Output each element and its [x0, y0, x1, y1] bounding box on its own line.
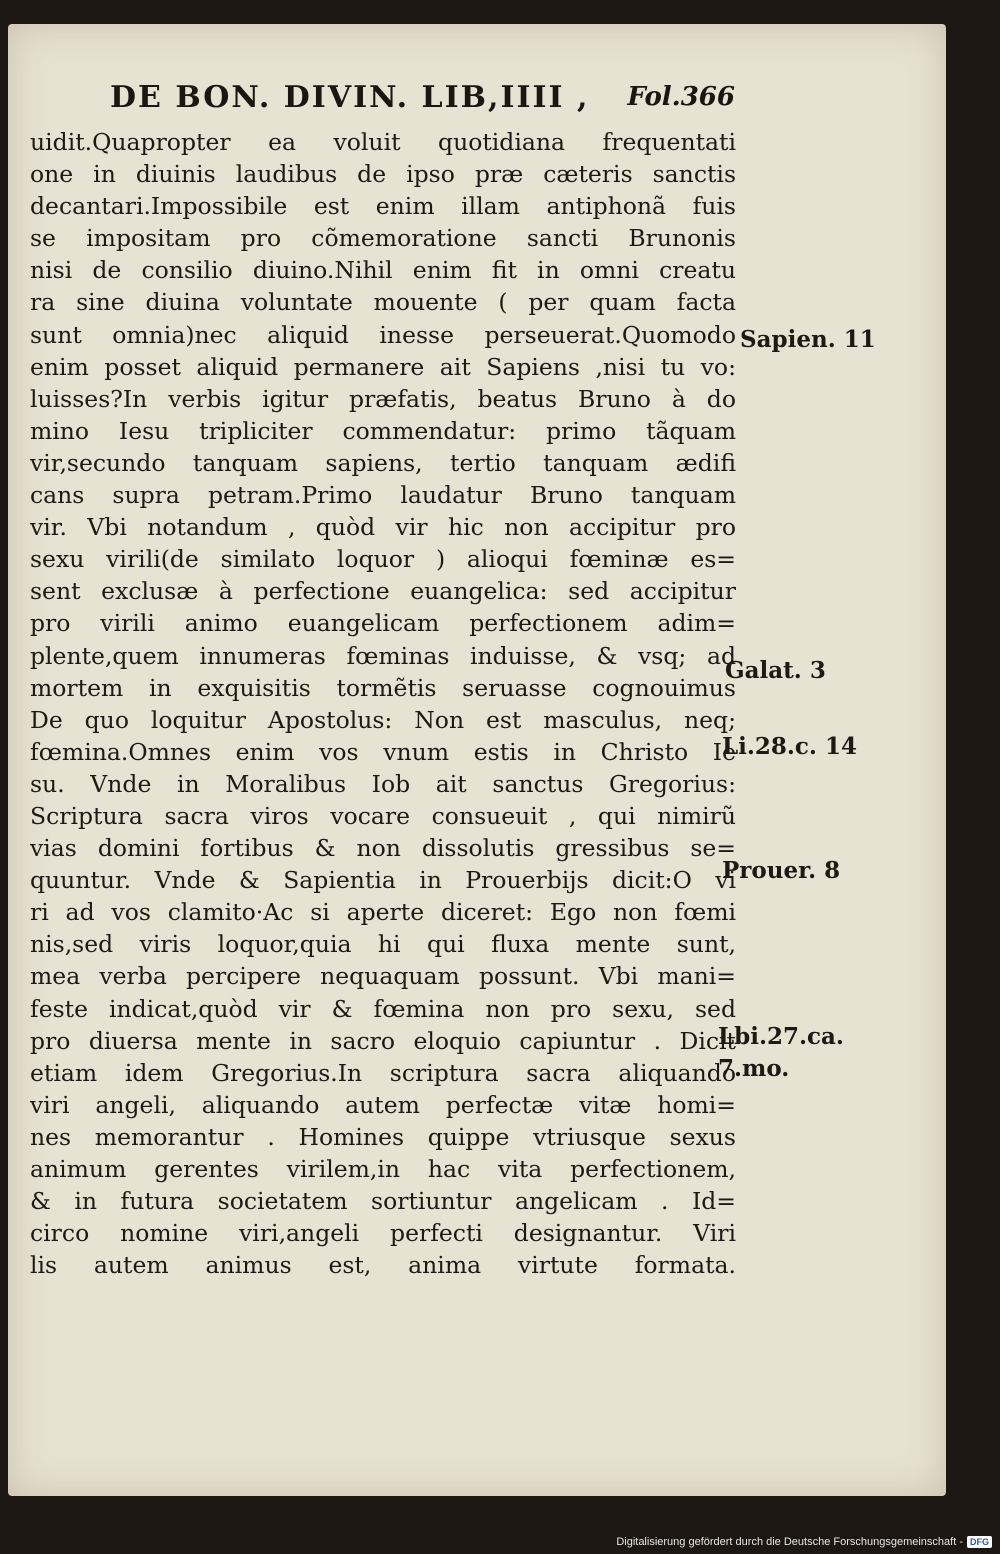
- text-line: vir,secundo tanquam sapiens, tertio tanquam ædifi: [30, 448, 736, 477]
- margin-note-galat: Galat. 3: [725, 657, 826, 684]
- margin-note-li28: Li.28.c. 14: [722, 733, 857, 760]
- credit-text: Digitalisierung gefördert durch die Deutsche Forschungsgemeinschaft -: [616, 1536, 963, 1548]
- margin-note-sapien: Sapien. 11: [740, 326, 876, 353]
- running-header: [110, 75, 735, 119]
- text-line: luisses?In verbis igitur præfatis, beatus Bruno à do: [30, 384, 736, 413]
- text-line: Scriptura sacra viros vocare consueuit , qui nimirũ: [30, 801, 736, 830]
- body-text: [30, 126, 736, 1281]
- text-line: etiam idem Gregorius.In scriptura sacra aliquando: [30, 1058, 736, 1087]
- text-line: ri ad vos clamito·Ac si aperte diceret: Ego non fœmi: [30, 898, 736, 927]
- text-line: sunt omnia)nec aliquid inesse perseuerat.Quomodo: [30, 320, 736, 349]
- margin-note-prouer: Prouer. 8: [722, 857, 841, 884]
- text-line: vias domini fortibus & non dissolutis gressibus se=: [30, 834, 736, 863]
- digitization-credit: [616, 1536, 992, 1548]
- text-line: mea verba percipere nequaquam possunt. Vbi mani=: [30, 962, 736, 991]
- text-line: sent exclusæ à perfectione euangelica: sed accipitur: [30, 577, 736, 606]
- text-line: vir. Vbi notandum , quòd vir hic non accipitur pro: [30, 513, 736, 542]
- text-line: De quo loquitur Apostolus: Non est masculus, neq;: [30, 705, 736, 734]
- text-line: pro virili animo euangelicam perfectionem adim=: [30, 609, 736, 638]
- text-line: plente,quem innumeras fœminas induisse, & vsq; ad: [30, 641, 736, 670]
- text-line: enim posset aliquid permanere ait Sapiens ,nisi tu vo:: [30, 352, 736, 381]
- dfg-logo-icon: DFG: [967, 1536, 992, 1548]
- text-line: mortem in exquisitis tormẽtis seruasse cognouimus: [30, 673, 736, 702]
- text-line: su. Vnde in Moralibus Iob ait sanctus Gregorius:: [30, 769, 736, 798]
- text-line: cans supra petram.Primo laudatur Bruno tanquam: [30, 481, 736, 510]
- text-line: viri angeli, aliquando autem perfectæ vitæ homi=: [30, 1090, 736, 1119]
- text-line: one in diuinis laudibus de ipso præ cæteris sanctis: [30, 160, 736, 189]
- text-line: pro diuersa mente in sacro eloquio capiuntur . Dicit: [30, 1026, 736, 1055]
- text-line: circo nomine viri,angeli perfecti designantur. Viri: [30, 1219, 736, 1248]
- margin-note-lbi27-cont: 7.mo.: [718, 1055, 790, 1082]
- text-line: mino Iesu tripliciter commendatur: primo tãquam: [30, 416, 736, 445]
- margin-note-lbi27: Lbi.27.ca.: [718, 1023, 844, 1050]
- text-line: nes memorantur . Homines quippe vtriusque sexus: [30, 1122, 736, 1151]
- text-line: uidit.Quapropter ea voluit quotidiana frequentati: [30, 128, 736, 156]
- text-line: quuntur. Vnde & Sapientia in Prouerbijs dicit:O vi: [30, 866, 736, 895]
- text-line: & in futura societatem sortiuntur angelicam . Id=: [30, 1187, 736, 1216]
- text-line: animum gerentes virilem,in hac vita perfectionem,: [30, 1155, 736, 1183]
- text-line: fœmina.Omnes enim vos vnum estis in Christo Ie: [30, 737, 736, 766]
- folio-number: Fol.366: [627, 82, 735, 112]
- text-line: nisi de consilio diuino.Nihil enim fit in omni creatu: [30, 256, 736, 285]
- text-line: decantari.Impossibile est enim illam antiphonã fuis: [30, 192, 736, 221]
- text-line: sexu virili(de similato loquor ) alioqui fœminæ es=: [30, 545, 736, 574]
- text-line: ra sine diuina voluntate mouente ( per quam facta: [30, 288, 736, 317]
- text-line: lis autem animus est, anima virtute formata.: [30, 1251, 736, 1280]
- text-line: feste indicat,quòd vir & fœmina non pro sexu, sed: [30, 994, 736, 1023]
- running-title: DE BON. DIVIN. LIB,IIII ,: [110, 79, 590, 115]
- text-line: nis,sed viris loquor,quia hi qui fluxa mente sunt,: [30, 930, 736, 959]
- text-line: se impositam pro cõmemoratione sancti Brunonis: [30, 224, 736, 253]
